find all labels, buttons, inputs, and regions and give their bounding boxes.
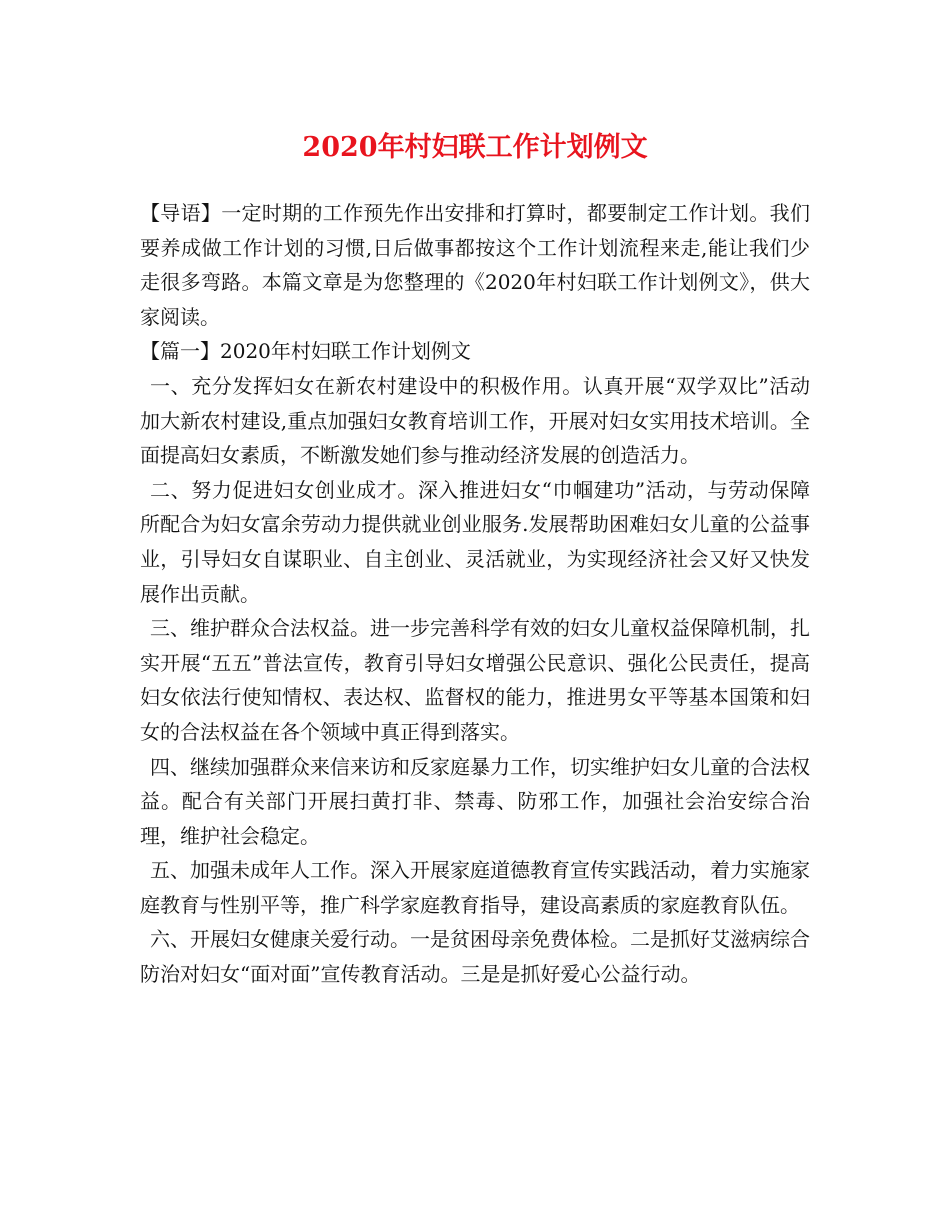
- body-paragraph-5: 五、加强未成年人工作。深入开展家庭道德教育宣传实践活动，着力实施家庭教育与性别平等，推广科学家庭教育指导，建设高素质的家庭教育队伍。: [140, 858, 810, 917]
- page-title: 2020年村妇联工作计划例文: [302, 132, 648, 163]
- body-paragraph-1: 一、充分发挥妇女在新农村建设中的积极作用。认真开展“双学双比”活动加大新农村建设,重点加强妇女教育培训工作，开展对妇女实用技术培训。全面提高妇女素质，不断激发她们参与推动经济发展的创造活力。: [140, 373, 810, 468]
- document-body: [140, 196, 810, 992]
- body-paragraph-4: 四、继续加强群众来信来访和反家庭暴力工作，切实维护妇女儿童的合法权益。配合有关部门开展扫黄打非、禁毒、防邪工作，加强社会治安综合治理，维护社会稳定。: [140, 754, 810, 848]
- body-paragraph-6: 六、开展妇女健康关爱行动。一是贫困母亲免费体检。二是抓好艾滋病综合防治对妇女“面对面”宣传教育活动。三是是抓好爱心公益行动。: [140, 927, 810, 987]
- intro-paragraph: 【导语】一定时期的工作预先作出安排和打算时，都要制定工作计划。我们要养成做工作计划的习惯,日后做事都按这个工作计划流程来走,能让我们少走很多弯路。本篇文章是为您整理的《2020年村妇联工作计划例文》，供大家阅读。: [140, 201, 810, 329]
- body-paragraph-3: 三、维护群众合法权益。进一步完善科学有效的妇女儿童权益保障机制，扎实开展“五五”普法宣传，教育引导妇女增强公民意识、强化公民责任，提高妇女依法行使知情权、表达权、监督权的能力，推进男女平等基本国策和妇女的合法权益在各个领域中真正得到落实。: [140, 616, 810, 744]
- body-paragraph-2: 二、努力促进妇女创业成才。深入推进妇女“巾帼建功”活动，与劳动保障所配合为妇女富余劳动力提供就业创业服务.发展帮助困难妇女儿童的公益事业，引导妇女自谋职业、自主创业、灵活就业，为实现经济社会又好又快发展作出贡献。: [140, 477, 810, 606]
- section-heading: 【篇一】2020年村妇联工作计划例文: [140, 339, 471, 364]
